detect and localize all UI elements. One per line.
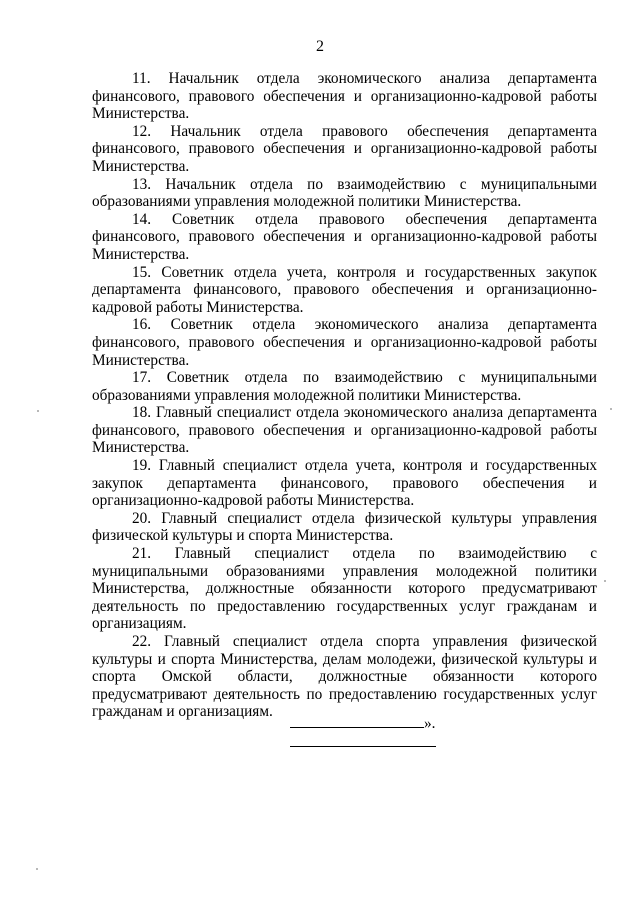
- end-divider: [290, 746, 436, 747]
- list-item: 15. Советник отдела учета, контроля и государственных закупок департамента финансового, правового обеспечения и организационно-кадровой работы Министерства.: [92, 263, 597, 316]
- list-item: 14. Советник отдела правового обеспечения департамента финансового, правового обеспечения и организационно-кадровой работы Министерства.: [92, 210, 597, 263]
- list-item: 17. Советник отдела по взаимодействию с муниципальными образованиями управления молодежной политики Министерства.: [92, 369, 597, 404]
- list-item: 20. Главный специалист отдела физической культуры управления физической культуры и спорта Министерства.: [92, 509, 597, 545]
- list-item: 13. Начальник отдела по взаимодействию с муниципальными образованиями управления молодежной политики Министерства.: [92, 175, 597, 211]
- page-number: 2: [316, 38, 324, 55]
- closing-quote: ».: [424, 715, 436, 732]
- item-list: [92, 70, 597, 721]
- closing-line: [290, 714, 435, 733]
- scan-speck: [36, 868, 38, 870]
- list-item: 19. Главный специалист отдела учета, контроля и государственных закупок департамента финансового, правового обеспечения и организационно-кадровой работы Министерства.: [92, 457, 597, 510]
- scan-speck: [610, 408, 612, 410]
- scan-speck: [37, 410, 39, 412]
- list-item: 22. Главный специалист отдела спорта управления физической культуры и спорта Министерства, делам молодежи, физической культуры и спорта Омской области, должностные обязанности которого предусматривают деятельность по предоставлению государственных услуг гражданам и организациям.: [92, 633, 597, 721]
- list-item: 16. Советник отдела экономического анализа департамента финансового, правового обеспечения и организационно-кадровой работы Министерства.: [92, 316, 597, 369]
- blank-underline: [290, 714, 424, 728]
- scan-speck: [604, 580, 606, 582]
- list-item: 11. Начальник отдела экономического анализа департамента финансового, правового обеспечения и организационно-кадровой работы Министерства.: [92, 70, 597, 123]
- list-item: 21. Главный специалист отдела по взаимодействию с муниципальными образованиями управления молодежной политики Министерства, должностные обязанности которого предусматривают деятельность по предоставлению государственных услуг гражданам и организациям.: [92, 545, 597, 633]
- list-item: 12. Начальник отдела правового обеспечения департамента финансового, правового обеспечения и организационно-кадровой работы Министерства.: [92, 122, 597, 175]
- list-item: 18. Главный специалист отдела экономического анализа департамента финансового, правового обеспечения и организационно-кадровой работы Министерства.: [92, 404, 597, 457]
